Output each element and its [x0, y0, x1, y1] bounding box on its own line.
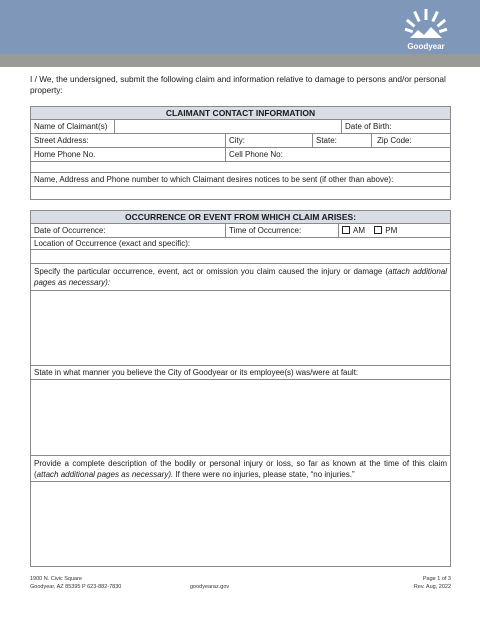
footer-page-number: Page 1 of 3: [422, 576, 451, 582]
footer-address-line1: 1900 N. Civic Square: [30, 576, 82, 582]
notice-row: [31, 173, 450, 187]
city-field[interactable]: [226, 134, 313, 147]
location-field[interactable]: [31, 250, 450, 264]
zip-label: Zip Code:: [377, 136, 412, 145]
am-label: AM: [353, 226, 365, 235]
occurrence-time-field[interactable]: [226, 224, 339, 237]
home-phone-label: Home Phone No.: [34, 150, 96, 159]
street-label: Street Address:: [34, 136, 89, 145]
footer-website[interactable]: goodyearaz.gov: [190, 584, 230, 590]
goodyear-logo: [396, 8, 456, 54]
am-checkbox[interactable]: [342, 226, 350, 234]
dob-field[interactable]: [342, 120, 450, 133]
location-row[interactable]: [31, 238, 450, 250]
footer-page-info: [380, 575, 451, 591]
footer-revision: Rev. Aug, 2022: [413, 584, 451, 590]
street-address-field[interactable]: [31, 134, 226, 147]
dob-label: Date of Birth:: [345, 122, 392, 131]
claimant-name-field[interactable]: [115, 120, 342, 133]
intro-statement: I / We, the undersigned, submit the following claim and information relative to damage to persons and/or personal property:: [30, 74, 446, 95]
occurrence-date-label: Date of Occurrence:: [34, 226, 106, 235]
claimant-contact-section: [30, 106, 451, 200]
notice-label: Name, Address and Phone number to which Claimant desires notices to be sent (if other than above):: [34, 175, 394, 184]
spacer-row: [31, 162, 450, 173]
address-row: [31, 134, 450, 148]
describe-tail: If there were no injuries, please state, “no injuries.”: [173, 470, 355, 479]
pm-label: PM: [385, 226, 398, 235]
zip-field[interactable]: [372, 134, 450, 147]
claimant-section-title: CLAIMANT CONTACT INFORMATION: [31, 107, 450, 120]
location-label: Location of Occurrence (exact and specific):: [34, 239, 191, 248]
specify-prompt: [31, 264, 450, 291]
claimant-name-row: [31, 120, 450, 134]
occurrence-section: [30, 210, 451, 567]
phone-row: [31, 148, 450, 162]
occurrence-time-label: Time of Occurrence:: [229, 226, 302, 235]
cell-phone-field[interactable]: [226, 148, 450, 161]
specify-italic: attach additional pages as necessary):: [34, 267, 448, 287]
occurrence-section-title: OCCURRENCE OR EVENT FROM WHICH CLAIM ARISES:: [31, 211, 450, 224]
specify-answer-field[interactable]: [31, 291, 450, 366]
logo-text: Goodyear: [407, 42, 445, 51]
city-label: City:: [229, 136, 245, 145]
specify-text: Specify the particular occurrence, event, act or omission you claim caused the injury or damage (: [34, 267, 388, 276]
footer-address: [30, 575, 121, 591]
notice-field[interactable]: [31, 187, 450, 199]
claimant-name-label: Name of Claimant(s): [31, 120, 115, 133]
sunburst-icon: [396, 8, 456, 42]
footer-address-line2: Goodyear, AZ 85395 P 623-882-7830: [30, 584, 122, 590]
home-phone-field[interactable]: [31, 148, 226, 161]
describe-prompt: [31, 456, 450, 482]
state-label: State:: [316, 136, 337, 145]
fault-answer-field[interactable]: [31, 380, 450, 456]
describe-answer-field[interactable]: [31, 482, 450, 570]
describe-text: Provide a complete description of the bodily or personal injury or loss, so far as known at the time of this claim (: [34, 459, 447, 479]
header-strip: [0, 54, 480, 67]
occurrence-date-field[interactable]: [31, 224, 226, 237]
fault-prompt: State in what manner you believe the City of Goodyear or its employee(s) was/were at fault:: [31, 366, 450, 380]
cell-phone-label: Cell Phone No:: [229, 150, 283, 159]
am-pm-selector: [339, 224, 450, 237]
date-time-row: [31, 224, 450, 238]
describe-italic: attach additional pages as necessary).: [36, 470, 174, 479]
pm-checkbox[interactable]: [374, 226, 382, 234]
state-field[interactable]: [313, 134, 372, 147]
